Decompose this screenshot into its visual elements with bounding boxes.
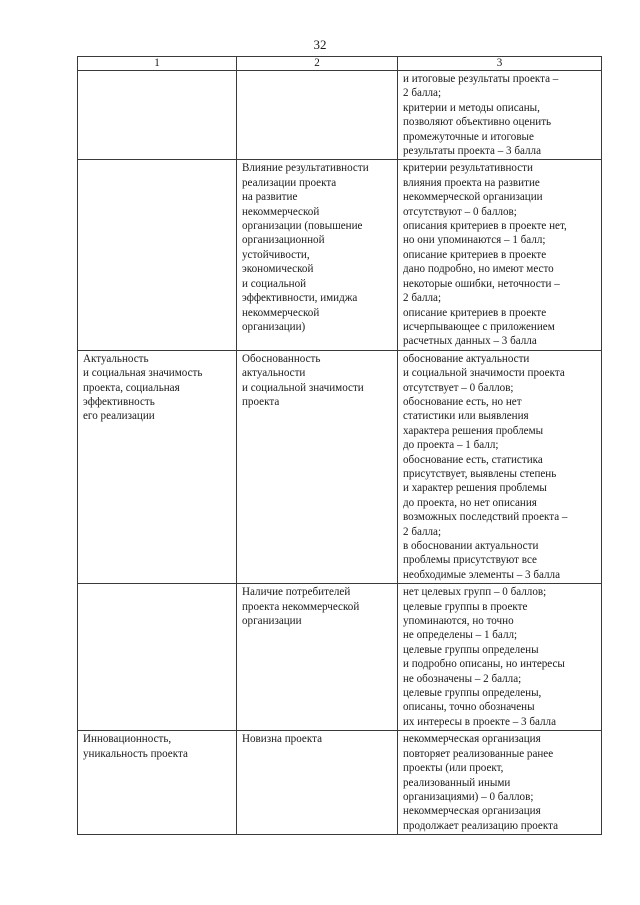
cell-text-line: Инновационность, — [83, 733, 172, 746]
cell-text-line: эффективность — [83, 395, 155, 408]
cell-text-line: в обосновании актуальности — [403, 540, 539, 552]
cell-text-line: продолжает реализацию проекта — [403, 819, 559, 832]
column-number-1: 1 — [78, 57, 237, 71]
cell-text-line: актуальности — [242, 367, 306, 380]
cell-text-line: эффективности, имиджа — [242, 292, 358, 305]
cell-text-line: присутствует, выявлены степень — [403, 467, 557, 480]
table-body — [78, 71, 602, 835]
cell-text-line: и характер решения проблемы — [403, 482, 547, 495]
scoring-cell — [398, 584, 602, 731]
column-number-row — [78, 57, 602, 71]
cell-text-line: исчерпывающее с приложением — [403, 320, 555, 333]
cell-text-line: характера решения проблемы — [403, 424, 544, 437]
cell-text-line: обоснование актуальности — [403, 352, 530, 365]
cell-text-line: 2 балла; — [403, 292, 442, 305]
cell-text-line: описание критериев в проекте — [403, 248, 547, 261]
cell-text-line: 2 балла; — [403, 525, 442, 538]
cell-text-line: описаны, точно обозначены — [403, 701, 535, 714]
criterion-cell — [78, 160, 237, 350]
cell-text-line: и социальная значимость — [83, 367, 203, 380]
cell-text-line: 2 балла; — [403, 87, 442, 100]
criterion-cell — [78, 584, 237, 731]
cell-text-line: отсутствует – 0 баллов; — [403, 381, 514, 394]
cell-text-line: дано подробно, но имеют место — [403, 263, 554, 276]
cell-text-line: результаты проекта – 3 балла — [403, 145, 541, 158]
page-number: 32 — [313, 37, 327, 52]
cell-text-line: позволяют объективно оценить — [403, 116, 552, 129]
criterion-cell — [78, 731, 237, 835]
cell-text-line: некоммерческая организация — [403, 805, 541, 818]
cell-text-line: повторяет реализованные ранее — [403, 747, 554, 760]
scoring-cell — [398, 731, 602, 835]
cell-text-line: до проекта – 1 балл; — [403, 439, 499, 452]
cell-text-line: экономической — [242, 263, 314, 276]
cell-text-line: Обоснованность — [242, 352, 321, 365]
cell-text-line: некоторые ошибки, неточности – — [403, 277, 560, 290]
criterion-cell — [78, 350, 237, 584]
cell-text-line: необходимые элементы – 3 балла — [403, 568, 561, 581]
cell-text-line: Наличие потребителей — [242, 586, 351, 599]
indicator-cell — [237, 584, 398, 731]
cell-text-line: проекта некоммерческой — [242, 600, 360, 613]
cell-text-line: организациями) – 0 баллов; — [403, 790, 534, 803]
cell-text-line: и итоговые результаты проекта – — [403, 73, 559, 85]
cell-text-line: не определены – 1 балл; — [403, 629, 518, 642]
cell-text-line: организации) — [242, 320, 306, 333]
cell-text-line: реализованный иными — [403, 776, 511, 789]
cell-text-line: некоммерческой — [242, 205, 320, 218]
cell-text-line: некоммерческой организации — [403, 191, 543, 204]
cell-text-line: возможных последствий проекта – — [403, 511, 568, 524]
scoring-cell — [398, 160, 602, 350]
cell-text-line: обоснование есть, но нет — [403, 395, 522, 408]
cell-text-line: организационной — [242, 234, 325, 247]
scoring-cell — [398, 71, 602, 160]
cell-text-line: и подробно описаны, но интересы — [403, 658, 565, 671]
cell-text-line: упоминаются, но точно — [403, 615, 514, 628]
column-number-3: 3 — [398, 57, 602, 71]
cell-text-line: но они упоминаются – 1 балл; — [403, 234, 546, 247]
cell-text-line: на развитие — [242, 191, 298, 204]
cell-text-line: описание критериев в проекте — [403, 306, 547, 319]
indicator-cell — [237, 731, 398, 835]
cell-text-line: и социальной значимости проекта — [403, 367, 565, 380]
cell-text-line: и социальной — [242, 277, 307, 290]
cell-text-line: проекты (или проект, — [403, 762, 504, 775]
cell-text-line: целевые группы определены — [403, 643, 539, 656]
cell-text-line: Влияние результативности — [242, 162, 369, 175]
scoring-cell — [398, 350, 602, 584]
cell-text-line: организации — [242, 615, 302, 628]
table-row — [78, 350, 602, 584]
cell-text-line: целевые группы определены, — [403, 687, 542, 700]
table-row — [78, 71, 602, 160]
cell-text-line: влияния проекта на развитие — [403, 176, 540, 189]
cell-text-line: некоммерческой — [242, 306, 320, 319]
cell-text-line: нет целевых групп – 0 баллов; — [403, 586, 547, 599]
indicator-cell — [237, 350, 398, 584]
cell-text-line: не обозначены – 2 балла; — [403, 672, 522, 685]
cell-text-line: расчетных данных – 3 балла — [403, 335, 537, 348]
cell-text-line: организации (повышение — [242, 220, 363, 233]
cell-text-line: их интересы в проекте – 3 балла — [403, 715, 556, 728]
table-row — [78, 584, 602, 731]
indicator-cell — [237, 71, 398, 160]
cell-text-line: обоснование есть, статистика — [403, 453, 543, 466]
cell-text-line: устойчивости, — [242, 248, 310, 261]
cell-text-line: его реализации — [83, 410, 155, 423]
cell-text-line: описания критериев в проекте нет, — [403, 220, 567, 233]
cell-text-line: до проекта, но нет описания — [403, 496, 537, 509]
cell-text-line: проекта — [242, 395, 280, 408]
indicator-cell — [237, 160, 398, 350]
table-row — [78, 160, 602, 350]
cell-text-line: критерии результативности — [403, 162, 533, 175]
cell-text-line: и социальной значимости — [242, 381, 364, 394]
cell-text-line: целевые группы в проекте — [403, 600, 528, 613]
cell-text-line: Новизна проекта — [242, 733, 322, 746]
cell-text-line: некоммерческая организация — [403, 733, 541, 746]
cell-text-line: промежуточные и итоговые — [403, 130, 534, 143]
cell-text-line: статистики или выявления — [403, 410, 529, 423]
cell-text-line: проекта, социальная — [83, 381, 180, 394]
criteria-table — [77, 56, 602, 835]
cell-text-line: критерии и методы описаны, — [403, 101, 540, 114]
criterion-cell — [78, 71, 237, 160]
cell-text-line: отсутствуют – 0 баллов; — [403, 205, 517, 218]
cell-text-line: Актуальность — [83, 352, 149, 365]
cell-text-line: реализации проекта — [242, 176, 337, 189]
table-row — [78, 731, 602, 835]
cell-text-line: уникальность проекта — [83, 747, 188, 760]
column-number-2: 2 — [237, 57, 398, 71]
cell-text-line: проблемы присутствуют все — [403, 554, 537, 567]
